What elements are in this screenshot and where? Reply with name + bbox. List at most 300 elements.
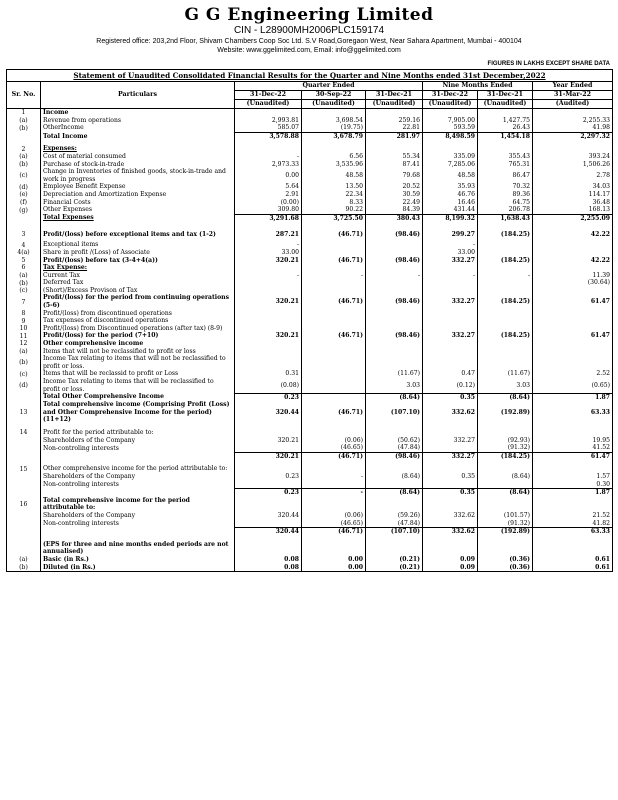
table-row: [7, 124, 613, 132]
row-particular: Tax Expense:: [41, 264, 235, 272]
row-sr-no: 8: [7, 310, 41, 318]
row-particular: Change in Inventories of finished goods, stock-in-trade and work in progress: [41, 168, 235, 183]
row-sr-no: [7, 444, 41, 452]
table-row: [7, 109, 613, 117]
row-value: [423, 429, 478, 437]
row-value: (47.84): [366, 520, 423, 528]
row-particular: Income Tax relating to items that will be reclassified to profit or loss.: [41, 378, 235, 393]
row-value: [302, 497, 366, 512]
row-particular: Items that will be reclassid to profit or Loss: [41, 370, 235, 378]
row-value: 46.76: [423, 191, 478, 199]
row-value: [478, 465, 533, 473]
row-value: [235, 355, 302, 370]
row-value: (46.71): [302, 528, 366, 536]
row-value: (46.71): [302, 401, 366, 424]
row-sr-no: (b): [7, 124, 41, 132]
row-value: [533, 340, 613, 348]
col-group-year: Year Ended: [533, 82, 613, 91]
row-value: [302, 481, 366, 489]
row-value: [235, 317, 302, 325]
table-row: [7, 145, 613, 153]
col-sr-no: Sr. No.: [7, 82, 41, 109]
row-particular: [41, 528, 235, 536]
row-value: 70.32: [478, 183, 533, 191]
row-value: 21.52: [533, 512, 613, 520]
row-value: [366, 264, 423, 272]
table-row: [7, 481, 613, 489]
row-value: [366, 317, 423, 325]
row-particular: Items that will not be reclassified to profit or loss: [41, 348, 235, 356]
row-value: [302, 145, 366, 153]
row-particular: Employee Benefit Expense: [41, 183, 235, 191]
row-value: (91.32): [478, 444, 533, 452]
row-particular: Basic (in Rs.): [41, 556, 235, 564]
row-sr-no: (a): [7, 272, 41, 280]
table-row: [7, 437, 613, 445]
row-value: [302, 393, 366, 401]
row-value: 0.08: [235, 556, 302, 564]
row-value: 320.44: [235, 512, 302, 520]
table-row: [7, 497, 613, 512]
table-row: [7, 310, 613, 318]
row-value: 22.49: [366, 199, 423, 207]
row-sr-no: (a): [7, 153, 41, 161]
row-value: 2,255.33: [533, 117, 613, 125]
table-row: [7, 452, 613, 460]
row-value: [235, 541, 302, 556]
row-value: 332.27: [423, 257, 478, 265]
row-value: [366, 310, 423, 318]
row-particular: Income: [41, 109, 235, 117]
row-value: (107.10): [366, 528, 423, 536]
row-value: (91.32): [478, 520, 533, 528]
row-sr-no: [7, 512, 41, 520]
row-value: 320.21: [235, 452, 302, 460]
row-value: 765.31: [478, 161, 533, 169]
row-particular: (Short)/Excess Provison of Tax: [41, 287, 235, 295]
row-value: 0.61: [533, 556, 613, 564]
row-value: [366, 355, 423, 370]
row-value: [423, 287, 478, 295]
row-value: [478, 340, 533, 348]
row-value: [533, 325, 613, 333]
table-row: [7, 241, 613, 249]
table-row: [7, 348, 613, 356]
row-particular: Profit/(loss) from Discontinued operations (after tax) (8-9): [41, 325, 235, 333]
row-value: 2,993.81: [235, 117, 302, 125]
row-value: [423, 355, 478, 370]
row-value: 2.52: [533, 370, 613, 378]
row-value: [478, 310, 533, 318]
table-row: [7, 340, 613, 348]
row-value: [366, 541, 423, 556]
row-value: [302, 465, 366, 473]
row-value: 320.21: [235, 294, 302, 309]
row-value: 3,678.79: [302, 132, 366, 140]
row-value: 585.07: [235, 124, 302, 132]
row-value: (184.25): [478, 332, 533, 340]
table-body: [7, 109, 613, 572]
table-row: [7, 541, 613, 556]
row-particular: Income Tax relating to items that will not be reclassified to profit or loss.: [41, 355, 235, 370]
row-sr-no: (a): [7, 556, 41, 564]
row-value: 1,506.26: [533, 161, 613, 169]
table-row: [7, 465, 613, 473]
row-value: 0.35: [423, 489, 478, 497]
table-row: [7, 556, 613, 564]
row-particular: Profit/(loss) for the period from continuing operations (5-6): [41, 294, 235, 309]
row-value: 0.00: [302, 556, 366, 564]
row-value: [533, 429, 613, 437]
row-value: [478, 429, 533, 437]
row-value: 1.57: [533, 473, 613, 481]
row-value: [533, 310, 613, 318]
row-value: 41.52: [533, 444, 613, 452]
row-value: [533, 465, 613, 473]
row-particular: Non-controling interests: [41, 520, 235, 528]
row-value: [533, 241, 613, 249]
row-value: (11.67): [366, 370, 423, 378]
row-particular: Total Expenses: [41, 214, 235, 222]
row-value: [533, 109, 613, 117]
row-value: 431.44: [423, 206, 478, 214]
row-value: 55.34: [366, 153, 423, 161]
row-value: (46.71): [302, 332, 366, 340]
row-value: (0.36): [478, 556, 533, 564]
row-value: 20.52: [366, 183, 423, 191]
row-value: (30.64): [533, 279, 613, 287]
col-group-quarter: Quarter Ended: [235, 82, 423, 91]
table-row: [7, 520, 613, 528]
table-row: [7, 294, 613, 309]
row-sr-no: (c): [7, 287, 41, 295]
col-date-4: 31-Dec-22: [423, 91, 478, 100]
row-value: 13.50: [302, 183, 366, 191]
row-value: [533, 287, 613, 295]
row-value: 63.33: [533, 528, 613, 536]
row-value: (184.25): [478, 257, 533, 265]
row-sr-no: [7, 520, 41, 528]
table-row: [7, 378, 613, 393]
row-value: (46.71): [302, 294, 366, 309]
row-particular: Shareholders of the Company: [41, 512, 235, 520]
row-value: (11.67): [478, 370, 533, 378]
row-value: (192.89): [478, 401, 533, 424]
row-value: [235, 325, 302, 333]
row-value: 2,297.32: [533, 132, 613, 140]
row-value: (184.25): [478, 227, 533, 241]
row-value: 19.95: [533, 437, 613, 445]
row-particular: Exceptional items: [41, 241, 235, 249]
row-value: [423, 317, 478, 325]
row-sr-no: (f): [7, 199, 41, 207]
row-value: 332.62: [423, 528, 478, 536]
row-value: (19.75): [302, 124, 366, 132]
row-value: 41.98: [533, 124, 613, 132]
row-value: [302, 378, 366, 393]
row-sr-no: 11: [7, 332, 41, 340]
row-value: (8.64): [478, 489, 533, 497]
row-value: 64.75: [478, 199, 533, 207]
row-sr-no: (e): [7, 191, 41, 199]
row-value: (98.46): [366, 294, 423, 309]
row-value: [235, 279, 302, 287]
row-value: [533, 145, 613, 153]
financial-results-table: [6, 69, 613, 572]
row-sr-no: 9: [7, 317, 41, 325]
row-sr-no: 14: [7, 429, 41, 437]
row-value: [423, 109, 478, 117]
row-value: [235, 481, 302, 489]
row-value: 48.58: [423, 168, 478, 183]
row-value: [533, 355, 613, 370]
row-value: [366, 465, 423, 473]
col-status-4: (Unaudited): [423, 100, 478, 109]
row-value: 34.03: [533, 183, 613, 191]
row-value: [302, 340, 366, 348]
row-particular: Profit/(loss) from discontinued operations: [41, 310, 235, 318]
row-value: 33.00: [235, 249, 302, 257]
table-row: [7, 206, 613, 214]
row-sr-no: 5: [7, 257, 41, 265]
row-value: (0.06): [302, 437, 366, 445]
col-status-6: (Audited): [533, 100, 613, 109]
row-value: [533, 264, 613, 272]
row-particular: Other comprehensive income for the period attributable to:: [41, 465, 235, 473]
row-value: (184.25): [478, 294, 533, 309]
col-group-nine-months: Nine Months Ended: [423, 82, 533, 91]
row-value: (0.00): [235, 199, 302, 207]
row-value: 0.35: [423, 393, 478, 401]
row-value: [423, 310, 478, 318]
row-value: [366, 348, 423, 356]
row-value: [366, 481, 423, 489]
row-value: 30.59: [366, 191, 423, 199]
row-particular: Financial Costs: [41, 199, 235, 207]
row-value: 8.33: [302, 199, 366, 207]
row-value: -: [423, 241, 478, 249]
row-value: (92.93): [478, 437, 533, 445]
row-value: [302, 325, 366, 333]
row-value: 11.39: [533, 272, 613, 280]
row-value: [235, 264, 302, 272]
row-value: [366, 241, 423, 249]
row-value: 3,725.50: [302, 214, 366, 222]
row-value: (8.64): [478, 393, 533, 401]
row-value: 335.09: [423, 153, 478, 161]
table-row: [7, 393, 613, 401]
row-value: (59.26): [366, 512, 423, 520]
col-status-5: (Unaudited): [478, 100, 533, 109]
row-sr-no: [7, 437, 41, 445]
row-value: (0.12): [423, 378, 478, 393]
row-value: 3,291.68: [235, 214, 302, 222]
row-value: (50.62): [366, 437, 423, 445]
row-particular: Purchase of stock-in-trade: [41, 161, 235, 169]
row-value: 1.87: [533, 393, 613, 401]
row-value: [478, 249, 533, 257]
col-date-6: 31-Mar-22: [533, 91, 613, 100]
col-particulars: Particulars: [41, 82, 235, 109]
row-value: 320.44: [235, 528, 302, 536]
row-value: [366, 287, 423, 295]
table-row: [7, 264, 613, 272]
row-sr-no: (b): [7, 161, 41, 169]
row-value: (98.46): [366, 332, 423, 340]
row-value: [235, 497, 302, 512]
row-value: [423, 481, 478, 489]
table-row: [7, 564, 613, 572]
row-value: [423, 520, 478, 528]
row-sr-no: (b): [7, 279, 41, 287]
row-value: [235, 145, 302, 153]
row-value: [478, 264, 533, 272]
row-value: 79.68: [366, 168, 423, 183]
table-row: [7, 317, 613, 325]
row-value: (101.57): [478, 512, 533, 520]
row-value: [533, 317, 613, 325]
row-value: [235, 109, 302, 117]
col-status-2: (Unaudited): [302, 100, 366, 109]
row-value: 206.78: [478, 206, 533, 214]
row-value: 3,535.96: [302, 161, 366, 169]
registered-office: Registered office: 203,2nd Floor, Shivam Chambers Coop Soc Ltd. S.V Road,Goregaon West, Near Sahara Apartment, Mumbai - 400104: [96, 38, 522, 45]
row-value: 1.87: [533, 489, 613, 497]
row-particular: Profit/(loss) before tax (3-4+4(a)): [41, 257, 235, 265]
row-sr-no: 10: [7, 325, 41, 333]
row-value: [423, 444, 478, 452]
row-value: 63.33: [533, 401, 613, 424]
row-value: 0.09: [423, 564, 478, 572]
row-particular: Cost of material consumed: [41, 153, 235, 161]
row-value: 42.22: [533, 257, 613, 265]
row-particular: Current Tax: [41, 272, 235, 280]
row-sr-no: [7, 393, 41, 401]
row-particular: Other Expenses: [41, 206, 235, 214]
row-value: 0.08: [235, 564, 302, 572]
row-value: 259.16: [366, 117, 423, 125]
row-value: (0.06): [302, 512, 366, 520]
row-sr-no: 6: [7, 264, 41, 272]
row-value: 7,285.06: [423, 161, 478, 169]
table-row: [7, 168, 613, 183]
row-value: 287.21: [235, 227, 302, 241]
col-date-5: 31-Dec-21: [478, 91, 533, 100]
row-value: [478, 541, 533, 556]
row-sr-no: [7, 528, 41, 536]
row-sr-no: [7, 214, 41, 222]
row-value: [235, 348, 302, 356]
row-value: (98.46): [366, 227, 423, 241]
table-row: [7, 401, 613, 424]
table-row: [7, 429, 613, 437]
row-value: 36.48: [533, 199, 613, 207]
row-particular: [41, 452, 235, 460]
row-value: (47.84): [366, 444, 423, 452]
row-value: 320.21: [235, 257, 302, 265]
table-row: [7, 199, 613, 207]
row-value: [235, 429, 302, 437]
row-sr-no: (g): [7, 206, 41, 214]
table-row: [7, 325, 613, 333]
row-value: 2,973.33: [235, 161, 302, 169]
row-value: [302, 249, 366, 257]
row-value: 2.91: [235, 191, 302, 199]
row-value: 3.03: [366, 378, 423, 393]
row-value: 332.27: [423, 452, 478, 460]
row-value: [366, 279, 423, 287]
table-row: [7, 161, 613, 169]
row-value: (192.89): [478, 528, 533, 536]
table-row: [7, 489, 613, 497]
figures-note: FIGURES IN LAKHS EXCEPT SHARE DATA: [487, 61, 610, 67]
row-sr-no: (b): [7, 564, 41, 572]
row-sr-no: (c): [7, 370, 41, 378]
row-value: 355.43: [478, 153, 533, 161]
row-value: 299.27: [423, 227, 478, 241]
table-row: [7, 183, 613, 191]
row-value: 7,905.00: [423, 117, 478, 125]
row-value: 309.80: [235, 206, 302, 214]
row-value: [235, 465, 302, 473]
table-row: [7, 132, 613, 140]
row-value: 61.47: [533, 332, 613, 340]
row-value: 332.62: [423, 512, 478, 520]
row-particular: Shareholders of the Company: [41, 473, 235, 481]
row-value: [478, 325, 533, 333]
row-value: [366, 497, 423, 512]
row-value: (0.65): [533, 378, 613, 393]
row-value: -: [366, 272, 423, 280]
row-value: 0.47: [423, 370, 478, 378]
row-sr-no: [7, 473, 41, 481]
row-particular: Other comprehensive income: [41, 340, 235, 348]
row-value: 593.59: [423, 124, 478, 132]
row-particular: Profit for the period attributable to:: [41, 429, 235, 437]
row-particular: OtherIncome: [41, 124, 235, 132]
row-sr-no: (b): [7, 355, 41, 370]
row-value: 42.22: [533, 227, 613, 241]
row-value: 61.47: [533, 294, 613, 309]
row-value: (46.71): [302, 227, 366, 241]
row-particular: Depreciation and Amortization Expense: [41, 191, 235, 199]
row-value: 5.64: [235, 183, 302, 191]
row-sr-no: 1: [7, 109, 41, 117]
row-value: [423, 340, 478, 348]
row-value: (98.46): [366, 452, 423, 460]
row-value: 6.56: [302, 153, 366, 161]
row-sr-no: 4(a): [7, 249, 41, 257]
row-value: [366, 145, 423, 153]
row-value: [533, 249, 613, 257]
row-particular: Deferred Tax: [41, 279, 235, 287]
row-value: (46.71): [302, 452, 366, 460]
row-value: 0.61: [533, 564, 613, 572]
row-value: [366, 325, 423, 333]
row-particular: [41, 489, 235, 497]
row-value: [366, 109, 423, 117]
col-date-3: 31-Dec-21: [366, 91, 423, 100]
row-value: [533, 497, 613, 512]
row-value: [478, 348, 533, 356]
row-value: [302, 317, 366, 325]
row-particular: Diluted (in Rs.): [41, 564, 235, 572]
row-particular: (EPS for three and nine months ended periods are not annualised): [41, 541, 235, 556]
table-row: [7, 279, 613, 287]
col-status-1: (Unaudited): [235, 100, 302, 109]
row-particular: Total comprehensive income for the period attributable to:: [41, 497, 235, 512]
row-sr-no: [7, 132, 41, 140]
